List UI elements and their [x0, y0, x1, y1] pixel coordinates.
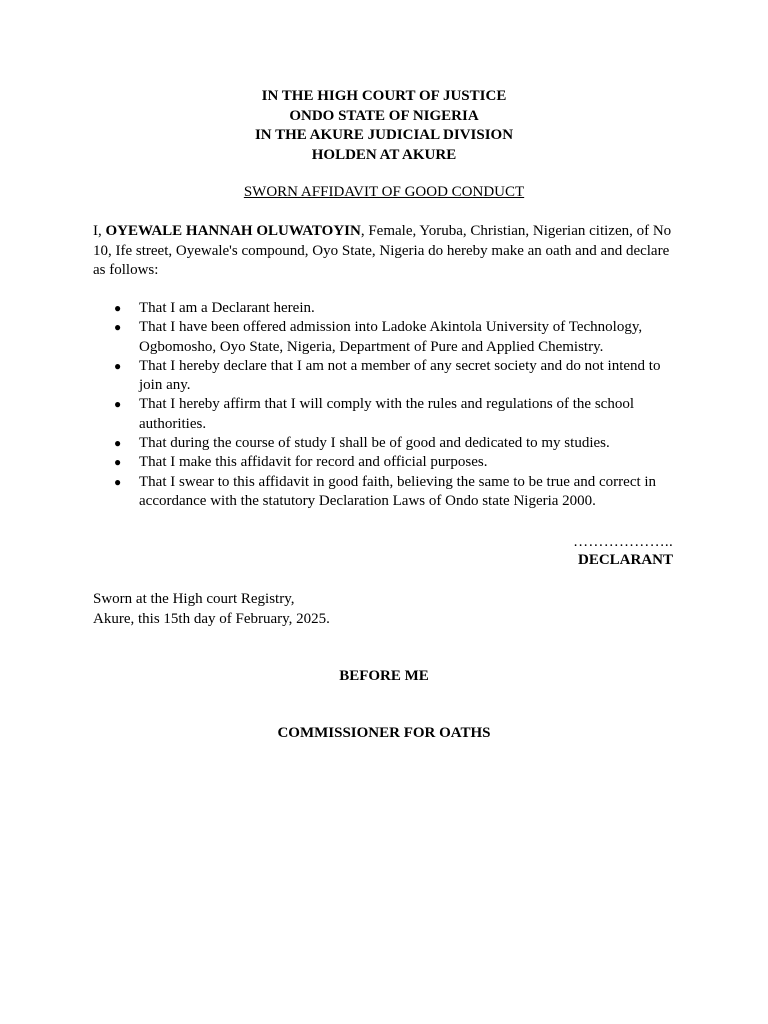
- bullet-icon: ●: [114, 397, 122, 412]
- bullet-icon: ●: [114, 320, 122, 335]
- list-item: [93, 318, 683, 357]
- bullet-icon: ●: [114, 301, 122, 315]
- court-header: [0, 87, 768, 165]
- bullet-icon: ●: [114, 436, 122, 451]
- before-me-heading: BEFORE ME: [339, 668, 429, 684]
- bullet-icon: ●: [114, 358, 122, 373]
- bullet-icon: ●: [114, 455, 122, 470]
- sworn-date-line: Akure, this 15th day of February, 2025.: [93, 610, 330, 627]
- declarant-name: OYEWALE HANNAH OLUWATOYIN: [105, 223, 361, 239]
- sworn-statement: [93, 590, 330, 629]
- list-item-text: That I make this affidavit for record and official purposes.: [139, 454, 488, 471]
- list-item: [93, 357, 683, 396]
- list-item-text: That I swear to this affidavit in good faith, believing the same to be true and correct in accordance with the statutory Declaration Laws of Ondo state Nigeria 2000.: [139, 473, 657, 509]
- list-item: [93, 434, 683, 453]
- list-item: [93, 395, 683, 434]
- court-header-line: IN THE HIGH COURT OF JUSTICE: [261, 88, 507, 104]
- court-header-line: ONDO STATE OF NIGERIA: [289, 107, 479, 124]
- list-item-text: That I am a Declarant herein.: [139, 300, 315, 316]
- bullet-icon: ●: [114, 474, 122, 489]
- declarant-label: DECLARANT: [577, 552, 673, 568]
- list-item-text: That I hereby declare that I am not a member of any secret society and do not intend to join any.: [139, 357, 661, 394]
- signature-line: ………………..: [573, 534, 673, 550]
- list-item-text: That I hereby affirm that I will comply with the rules and regulations of the school authorities.: [139, 396, 635, 432]
- intro-paragraph: [93, 222, 683, 281]
- document-title: SWORN AFFIDAVIT OF GOOD CONDUCT: [243, 184, 525, 200]
- declaration-list: [93, 299, 683, 511]
- commissioner-heading: COMMISSIONER FOR OATHS: [277, 725, 491, 741]
- intro-rest: , Female, Yoruba, Christian, Nigerian citizen, of No 10, Ife street, Oyewale's compound, Oyo State, Nigeria do hereby make an oath and and declare as follows:: [93, 223, 672, 278]
- list-item: [93, 473, 683, 512]
- list-item: [93, 453, 683, 472]
- list-item-text: That during the course of study I shall be of good and dedicated to my studies.: [139, 435, 610, 452]
- court-header-line: HOLDEN AT AKURE: [311, 146, 457, 163]
- court-header-line: IN THE AKURE JUDICIAL DIVISION: [254, 127, 514, 143]
- sworn-line: Sworn at the High court Registry,: [93, 591, 295, 607]
- list-item: [93, 299, 683, 318]
- intro-prefix: I,: [93, 223, 106, 239]
- list-item-text: That I have been offered admission into Ladoke Akintola University of Technology, Ogbomosho, Oyo State, Nigeria, Department of Pure and Applied Chemistry.: [139, 319, 643, 355]
